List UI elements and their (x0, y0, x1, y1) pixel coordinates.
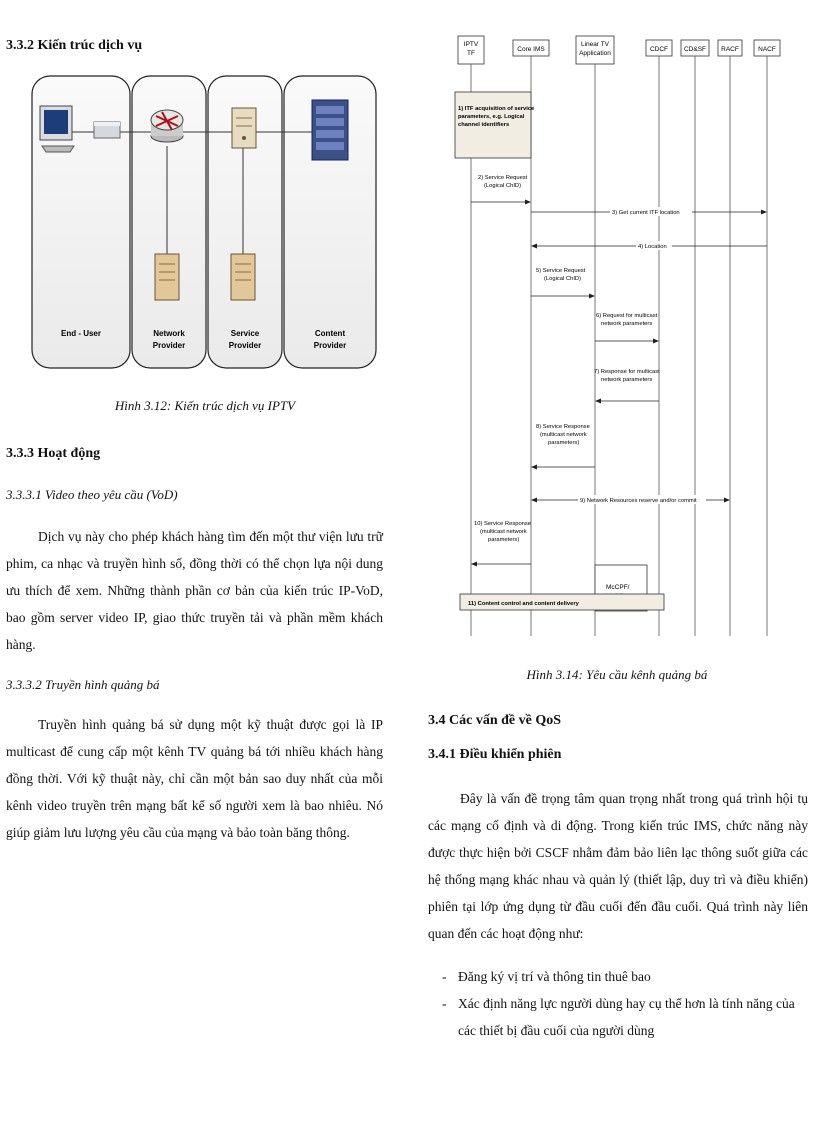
svg-text:10) Service Response(multicast: 10) Service Response (multicast network parameters) (474, 521, 532, 543)
svg-text:4) Location: 4) Location (638, 244, 667, 250)
svg-text:9) Network Resources reserve a: 9) Network Resources reserve and/or commit (580, 498, 697, 504)
svg-text:7) Response for multicastnetwo: 7) Response for multicast network parameters (594, 369, 660, 383)
panel-label-end-user: End - User (60, 329, 102, 338)
paragraph-session-control: Đây là vấn đề trọng tâm quan trọng nhất trong quá trình hội tụ các mạng cố định và di động. Trong kiến trúc IMS, chức năng này được thực hiện bởi CSCF nhằm đảm bảo liên lạc thông suốt giữa các hệ thống mạng khác nhau và quản lý (thiết lập, duy trì và điều khiển) phiên tại lớp ứng dụng từ đầu cuối đến đầu cuối. Quá trình này liên quan đến các hoạt động như: (428, 791, 808, 941)
paragraph-broadcast: Truyền hình quảng bá sử dụng một kỹ thuật được gọi là IP multicast để cung cấp một kênh TV quảng bá tới nhiều khách hàng đồng thời. Với kỹ thuật này, chỉ cần một bản sao duy nhất của mỗi kênh video truyền trên mạng bất kể số người xem là bao nhiêu. Nó giúp giảm lưu lượng yêu cầu của mạng và bảo toàn băng thông. (6, 717, 383, 840)
svg-text:5) Service Request(Logical Ch: 5) Service Request (Logical ChID) (536, 268, 586, 282)
svg-text:IPTVTF: IPTV TF (463, 41, 479, 57)
figure-caption-3-14: Hình 3.14: Yêu cầu kênh quảng bá (526, 667, 708, 682)
section-heading-3-4: 3.4 Các vấn đề về QoS (428, 713, 561, 728)
svg-text:CD&SF: CD&SF (683, 46, 707, 53)
figure-broadcast-channel-sequence (438, 34, 810, 640)
svg-text:8) Service Response(multicast: 8) Service Response (multicast network parameters) (536, 424, 590, 446)
bullet-list (428, 963, 808, 1044)
panel-label-content-provider: Content Provider (313, 329, 347, 350)
server-icon (155, 254, 179, 300)
svg-text:1) ITF acquisition of servicep: 1) ITF acquisition of service parameters, e.g. Logical channel identifiers (458, 106, 535, 128)
section-heading-3-4-1: 3.4.1 Điều khiển phiên (428, 747, 562, 762)
svg-text:McCPF/McRF: McCPF/ (606, 584, 630, 591)
list-item: - Xác định năng lực người dùng hay cụ thể hơn là tính năng của các thiết bị đầu cuối của người dùng (428, 990, 808, 1044)
server-icon-2 (231, 254, 255, 300)
section-heading-3-3-3: 3.3.3 Hoạt động (6, 446, 101, 461)
svg-text:NACF: NACF (758, 46, 776, 53)
panel-label-network-provider: Network Provider (152, 329, 186, 350)
section-heading-3-3-2: 3.3.2 Kiến trúc dịch vụ (6, 38, 143, 53)
subsection-heading-3-3-3-1: 3.3.3.1 Video theo yêu cầu (VoD) (6, 487, 178, 502)
figure-caption-3-12: Hình 3.12: Kiến trúc dịch vụ IPTV (114, 398, 296, 413)
svg-text:Core IMS: Core IMS (517, 46, 545, 53)
list-item: - Đăng ký vị trí và thông tin thuê bao (428, 963, 808, 990)
router-icon (151, 110, 183, 142)
set-top-box-icon (94, 122, 120, 138)
svg-text:Linear TVApplication: Linear TV Application (579, 41, 611, 57)
paragraph-vod: Dịch vụ này cho phép khách hàng tìm đến một thư viện lưu trữ phim, ca nhạc và truyền hình số, đồng thời có thể chọn lựa nội dung ưu thích để xem. Những thành phần cơ bản của kiến trúc IP-VoD, bao gồm server video IP, giao thức truyền tải và phần mềm khách hàng. (6, 529, 383, 652)
panel-label-service-provider: Service Provider (228, 329, 262, 350)
figure-iptv-architecture (30, 74, 378, 370)
svg-text:2) Service Request(Logical Ch: 2) Service Request (Logical ChID) (478, 175, 528, 189)
svg-text:11) Content control and conte: 11) Content control and content delivery (468, 601, 579, 607)
svg-text:RACF: RACF (721, 46, 739, 53)
content-server-rack-icon (312, 100, 348, 160)
subsection-heading-3-3-3-2: 3.3.3.2 Truyền hình quảng bá (6, 677, 160, 692)
svg-text:6) Request for multicastnetwor: 6) Request for multicast network parameters (596, 313, 658, 327)
svg-text:3) Get current ITF location: 3) Get current ITF location (612, 210, 680, 216)
svg-text:CDCF: CDCF (649, 46, 669, 53)
service-server-icon (232, 108, 256, 148)
